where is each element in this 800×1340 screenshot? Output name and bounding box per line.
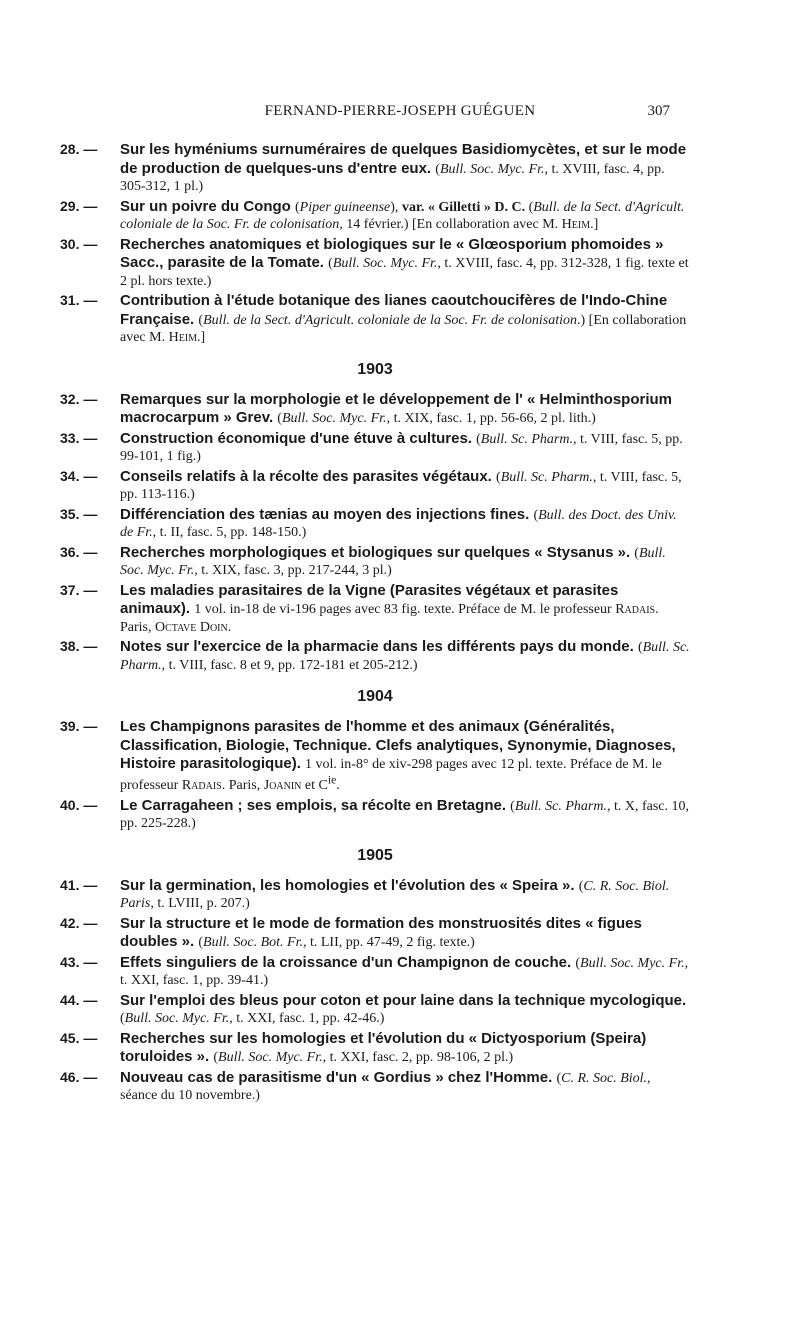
entry-reference: (Bull. Sc. Pharm., t. VIII, fasc. 5, pp. 113-116.) xyxy=(120,469,682,502)
bibliography-entry xyxy=(60,877,690,913)
entry-number: 30. — xyxy=(60,235,98,252)
entry-title: Les maladies parasitaires de la Vigne (Parasites végétaux et parasites animaux). xyxy=(120,581,619,617)
entry-reference: (C. R. Soc. Biol. Paris, t. LVIII, p. 207.) xyxy=(120,878,670,912)
bibliography-entry xyxy=(60,582,690,637)
entry-title: Sur un poivre du Congo xyxy=(120,197,295,215)
entry-title: Les Champignons parasites de l'homme et des animaux (Généralités, Classification, Biologie, Technique. Clefs analytiques, Synonymie, Diagnoses, Histoire parasitologique). xyxy=(120,718,676,772)
bibliography-entry xyxy=(60,198,690,234)
entry-title: Conseils relatifs à la récolte des parasites végétaux. xyxy=(120,467,497,485)
entry-title: Effets singuliers de la croissance d'un Champignon de couche. xyxy=(120,953,576,971)
entry-number: 33. — xyxy=(60,429,98,446)
entry-reference: (Bull. Soc. Myc. Fr., t. XVIII, fasc. 4, pp. 312-328, 1 fig. texte et 2 pl. hors texte.) xyxy=(120,256,689,289)
entry-reference: (Bull. Soc. Myc. Fr., t. XVIII, fasc. 4, pp. 305-312, 1 pl.) xyxy=(120,161,665,194)
entry-reference: (Piper guineense), var. « Gilletti » D. C. (Bull. de la Sect. d'Agricult. coloniale de la Soc. Fr. de colonisation, 14 février.) [En collaboration avec M. Heim.] xyxy=(120,199,685,232)
entry-number: 36. — xyxy=(60,543,98,560)
entry-number: 38. — xyxy=(60,638,98,654)
entry-title: Différenciation des tænias au moyen des injections fines. xyxy=(120,505,534,523)
entry-reference: (Bull. de la Sect. d'Agricult. coloniale de la Soc. Fr. de colonisation.) [En collaboration avec M. Heim.] xyxy=(120,312,687,345)
bibliography-entry xyxy=(60,1030,690,1067)
bibliography-entry xyxy=(60,430,690,466)
entry-reference: (C. R. Soc. Biol., séance du 10 novembre.) xyxy=(120,1070,651,1104)
bibliography-entry xyxy=(60,506,690,542)
entry-reference: (Bull. Sc. Pharm., t. VIII, fasc. 8 et 9, pp. 172-181 et 205-212.) xyxy=(120,640,690,673)
entry-reference: 1 vol. in-8° de xiv-298 pages avec 12 pl. texte. Préface de M. le professeur Radais. Paris, Joanin et $C^{ie}$. xyxy=(120,757,662,794)
entry-reference: 1 vol. in-18 de vi-196 pages avec 83 fig. texte. Préface de M. le professeur Radais. Paris, Octave Doin. xyxy=(120,602,659,635)
entry-number: 42. — xyxy=(60,914,98,931)
entry-reference: (Bull. Sc. Pharm., t. X, fasc. 10, pp. 225-228.) xyxy=(120,798,690,832)
bibliography-entry xyxy=(60,1069,690,1105)
entry-number: 35. — xyxy=(60,505,98,522)
bibliography-entry xyxy=(60,292,690,347)
entry-title: Sur l'emploi des bleus pour coton et pour laine dans la technique mycologique. xyxy=(120,991,687,1009)
entry-title: Sur la germination, les homologies et l'évolution des « Speira ». xyxy=(120,876,579,894)
bibliography-entry xyxy=(60,468,690,504)
bibliography-entry xyxy=(60,638,690,674)
year-heading: 1905 xyxy=(357,846,393,864)
entry-title: Notes sur l'exercice de la pharmacie dans les différents pays du monde. xyxy=(120,638,638,655)
entry-number: 43. — xyxy=(60,953,98,970)
bibliography-entry xyxy=(60,718,690,795)
entry-number: 32. — xyxy=(60,390,98,407)
entry-reference: (Bull. Soc. Myc. Fr., t. XIX, fasc. 3, pp. 217-244, 3 pl.) xyxy=(120,545,666,578)
year-heading: 1903 xyxy=(357,360,393,378)
entry-number: 39. — xyxy=(60,718,98,734)
entry-title: Recherches sur les homologies et l'évolution du « Dictyosporium (Speira) toruloides ». xyxy=(120,1029,647,1066)
bibliography-entry xyxy=(60,544,690,580)
entry-title: Recherches morphologiques et biologiques sur quelques « Stysanus ». xyxy=(120,543,635,561)
bibliography-entry xyxy=(60,141,690,196)
entry-number: 45. — xyxy=(60,1029,98,1046)
entry-number: 40. — xyxy=(60,796,98,813)
bibliography-entry xyxy=(60,797,690,833)
entry-title: Nouveau cas de parasitisme d'un « Gordius » chez l'Homme. xyxy=(120,1068,557,1086)
entry-reference: (Bull. Soc. Myc. Fr., t. XXI, fasc. 1, pp. 39-41.) xyxy=(120,955,689,989)
bibliography-entry xyxy=(60,236,690,291)
entry-number: 37. — xyxy=(60,581,98,598)
entry-reference: (Bull. Soc. Myc. Fr., t. XXI, fasc. 2, pp. 98-106, 2 pl.) xyxy=(213,1050,514,1066)
running-head: FERNAND-PIERRE-JOSEPH GUÉGUEN xyxy=(264,103,536,119)
entry-number: 46. — xyxy=(60,1068,98,1085)
entry-title: Construction économique d'une étuve à cultures. xyxy=(120,429,477,447)
entry-title: Le Carragaheen ; ses emplois, sa récolte en Bretagne. xyxy=(120,796,511,814)
bibliography-entry xyxy=(60,391,690,428)
entry-title: Recherches anatomiques et biologiques sur le « Glœosporium phomoides » Sacc., parasite de la Tomate. xyxy=(120,235,664,271)
entry-reference: (Bull. Sc. Pharm., t. VIII, fasc. 5, pp. 99-101, 1 fig.) xyxy=(120,431,683,464)
entry-number: 44. — xyxy=(60,991,98,1008)
entry-title: Sur les hyméniums surnuméraires de quelques Basidiomycètes, et sur le mode de production de quelques-uns d'entre eux. xyxy=(120,141,687,177)
entry-reference: (Bull. Soc. Bot. Fr., t. LII, pp. 47-49, 2 fig. texte.) xyxy=(198,935,475,951)
page-header xyxy=(0,103,800,127)
bibliography-entry xyxy=(60,954,690,990)
bibliography-entry xyxy=(60,992,690,1028)
entry-title: Remarques sur la morphologie et le développement de l' « Helminthosporium macrocarpum » Grev. xyxy=(120,390,673,426)
entry-title: Contribution à l'étude botanique des lianes caoutchoucifères de l'Indo-Chine Française. xyxy=(120,292,668,328)
entry-reference: (Bull. Soc. Myc. Fr., t. XXI, fasc. 1, pp. 42-46.) xyxy=(120,1011,385,1027)
entry-number: 31. — xyxy=(60,292,98,308)
entry-number: 29. — xyxy=(60,197,98,214)
entry-reference: (Bull. des Doct. des Univ. de Fr., t. II, fasc. 5, pp. 148-150.) xyxy=(120,507,677,540)
entry-reference: (Bull. Soc. Myc. Fr., t. XIX, fasc. 1, pp. 56-66, 2 pl. lith.) xyxy=(277,411,596,426)
bibliography-list xyxy=(60,141,690,1107)
entry-number: 28. — xyxy=(60,141,98,157)
entry-number: 34. — xyxy=(60,467,98,484)
year-heading: 1904 xyxy=(357,688,393,705)
page-number: 307 xyxy=(647,103,670,119)
bibliography-entry xyxy=(60,915,690,952)
entry-title: Sur la structure et le mode de formation des monstruosités dites « figues doubles ». xyxy=(120,914,642,951)
entry-number: 41. — xyxy=(60,876,98,893)
